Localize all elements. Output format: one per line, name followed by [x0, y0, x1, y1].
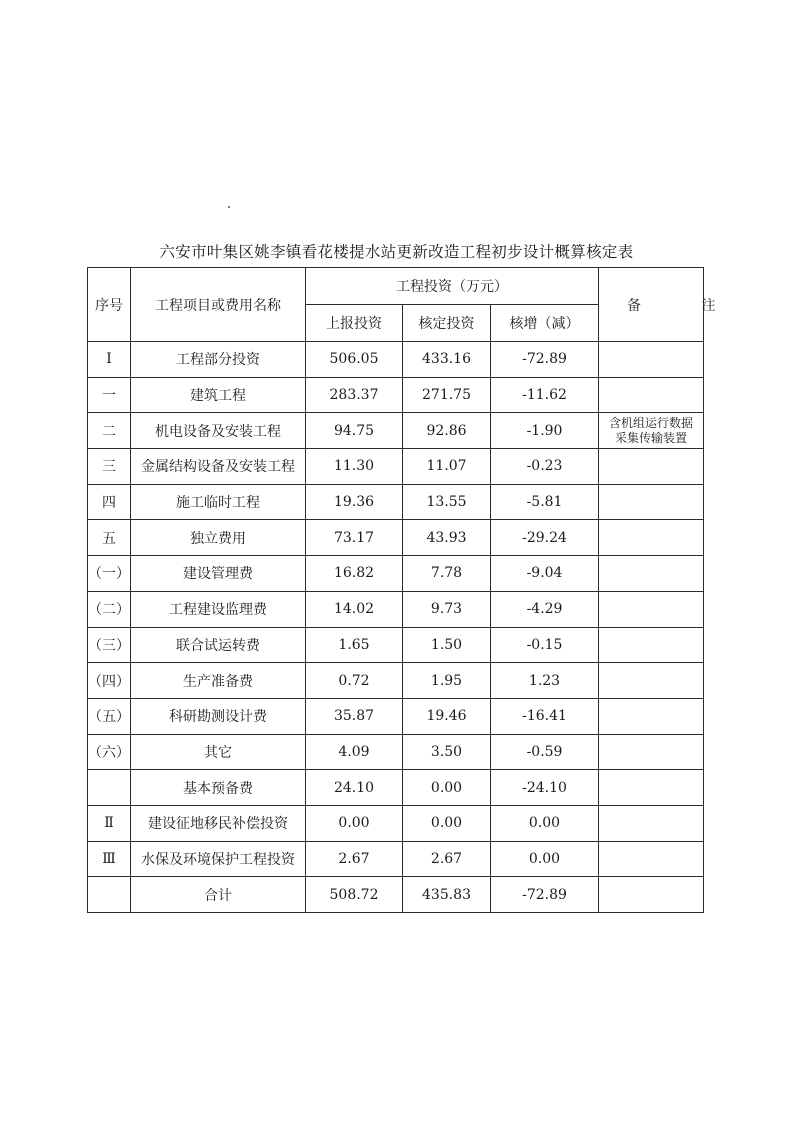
row-name: 建筑工程: [131, 377, 306, 413]
row-diff: -0.23: [491, 449, 599, 485]
table-row: [88, 805, 704, 841]
table-row: [88, 627, 704, 663]
row-seq: Ⅲ: [88, 841, 131, 877]
row-seq: 三: [88, 449, 131, 485]
row-approved: 1.50: [403, 627, 491, 663]
row-reported: 0.00: [306, 805, 403, 841]
row-diff: -5.81: [491, 484, 599, 520]
row-diff: 0.00: [491, 805, 599, 841]
row-diff: 1.23: [491, 663, 599, 699]
row-seq: [88, 770, 131, 806]
row-name: 生产准备费: [131, 663, 306, 699]
row-diff: -0.15: [491, 627, 599, 663]
row-diff: -24.10: [491, 770, 599, 806]
table-row: [88, 841, 704, 877]
row-approved: 7.78: [403, 556, 491, 592]
row-name: 科研勘测设计费: [131, 698, 306, 734]
row-name: 工程建设监理费: [131, 591, 306, 627]
row-reported: 0.72: [306, 663, 403, 699]
row-name: 基本预备费: [131, 770, 306, 806]
row-approved: 0.00: [403, 770, 491, 806]
row-diff: -72.89: [491, 877, 599, 913]
row-diff: -4.29: [491, 591, 599, 627]
table-row: [88, 413, 704, 449]
row-remark: [599, 841, 704, 877]
row-seq: 二: [88, 413, 131, 449]
row-diff: -29.24: [491, 520, 599, 556]
row-approved: 435.83: [403, 877, 491, 913]
row-remark: [599, 698, 704, 734]
row-seq: （五）: [88, 698, 131, 734]
row-approved: 0.00: [403, 805, 491, 841]
row-remark: [599, 627, 704, 663]
header-diff: 核增（减）: [491, 305, 599, 342]
row-remark: [599, 449, 704, 485]
row-name: 建设管理费: [131, 556, 306, 592]
row-remark: [599, 663, 704, 699]
row-approved: 9.73: [403, 591, 491, 627]
table-row: [88, 556, 704, 592]
row-name: 其它: [131, 734, 306, 770]
table-row: [88, 698, 704, 734]
row-remark-line-1: 含机组运行数据: [609, 415, 694, 430]
row-reported: 24.10: [306, 770, 403, 806]
header-seq: 序号: [88, 268, 131, 342]
row-name: 建设征地移民补偿投资: [131, 805, 306, 841]
table-row: [88, 734, 704, 770]
row-seq: （二）: [88, 591, 131, 627]
row-remark: [599, 377, 704, 413]
row-remark: [599, 484, 704, 520]
row-approved: 43.93: [403, 520, 491, 556]
header-name: 工程项目或费用名称: [131, 268, 306, 342]
row-remark: [599, 556, 704, 592]
row-approved: 433.16: [403, 342, 491, 378]
header-remark: 备 注: [599, 268, 704, 342]
row-diff: -72.89: [491, 342, 599, 378]
row-reported: 14.02: [306, 591, 403, 627]
row-approved: 19.46: [403, 698, 491, 734]
row-diff: -16.41: [491, 698, 599, 734]
row-name: 金属结构设备及安装工程: [131, 449, 306, 485]
row-seq: （四）: [88, 663, 131, 699]
row-approved: 2.67: [403, 841, 491, 877]
row-seq: 四: [88, 484, 131, 520]
header-reported: 上报投资: [306, 305, 403, 342]
row-remark: [599, 770, 704, 806]
row-reported: 508.72: [306, 877, 403, 913]
row-remark: [599, 520, 704, 556]
row-reported: 2.67: [306, 841, 403, 877]
header-investment-group: 工程投资（万元）: [306, 268, 599, 305]
row-approved: 11.07: [403, 449, 491, 485]
row-reported: 73.17: [306, 520, 403, 556]
row-approved: 13.55: [403, 484, 491, 520]
row-remark: [599, 413, 704, 449]
header-approved: 核定投资: [403, 305, 491, 342]
row-remark: [599, 591, 704, 627]
row-reported: 35.87: [306, 698, 403, 734]
row-name: 机电设备及安装工程: [131, 413, 306, 449]
row-seq: （六）: [88, 734, 131, 770]
table-row: [88, 520, 704, 556]
row-reported: 94.75: [306, 413, 403, 449]
row-reported: 506.05: [306, 342, 403, 378]
row-seq: [88, 877, 131, 913]
row-seq: Ⅰ: [88, 342, 131, 378]
row-reported: 283.37: [306, 377, 403, 413]
header-row-1: [88, 268, 704, 305]
row-reported: 19.36: [306, 484, 403, 520]
row-seq: 五: [88, 520, 131, 556]
row-approved: 271.75: [403, 377, 491, 413]
row-name: 独立费用: [131, 520, 306, 556]
row-diff: -1.90: [491, 413, 599, 449]
row-name: 工程部分投资: [131, 342, 306, 378]
table-row: [88, 770, 704, 806]
row-remark: [599, 734, 704, 770]
budget-approval-table: [87, 267, 744, 913]
document-title: 六安市叶集区姚李镇看花楼提水站更新改造工程初步设计概算核定表: [159, 243, 634, 261]
row-name: 水保及环境保护工程投资: [131, 841, 306, 877]
row-diff: -11.62: [491, 377, 599, 413]
table-row: [88, 342, 704, 378]
scan-speck: [228, 206, 230, 208]
row-reported: 16.82: [306, 556, 403, 592]
table-row: [88, 663, 704, 699]
row-name: 联合试运转费: [131, 627, 306, 663]
row-seq: （三）: [88, 627, 131, 663]
row-seq: Ⅱ: [88, 805, 131, 841]
row-remark: [599, 805, 704, 841]
row-remark: [599, 342, 704, 378]
table-row: [88, 377, 704, 413]
row-reported: 11.30: [306, 449, 403, 485]
row-approved: 3.50: [403, 734, 491, 770]
row-seq: （一）: [88, 556, 131, 592]
row-diff: -9.04: [491, 556, 599, 592]
row-name: 施工临时工程: [131, 484, 306, 520]
row-remark: [599, 877, 704, 913]
row-approved: 1.95: [403, 663, 491, 699]
table-row: [88, 484, 704, 520]
row-remark-line-2: 采集传输装置: [615, 430, 688, 445]
row-reported: 4.09: [306, 734, 403, 770]
row-approved: 92.86: [403, 413, 491, 449]
row-name: 合计: [131, 877, 306, 913]
row-diff: -0.59: [491, 734, 599, 770]
table-row: [88, 877, 704, 913]
row-reported: 1.65: [306, 627, 403, 663]
row-diff: 0.00: [491, 841, 599, 877]
table-row: [88, 449, 704, 485]
table-row: [88, 591, 704, 627]
row-seq: 一: [88, 377, 131, 413]
